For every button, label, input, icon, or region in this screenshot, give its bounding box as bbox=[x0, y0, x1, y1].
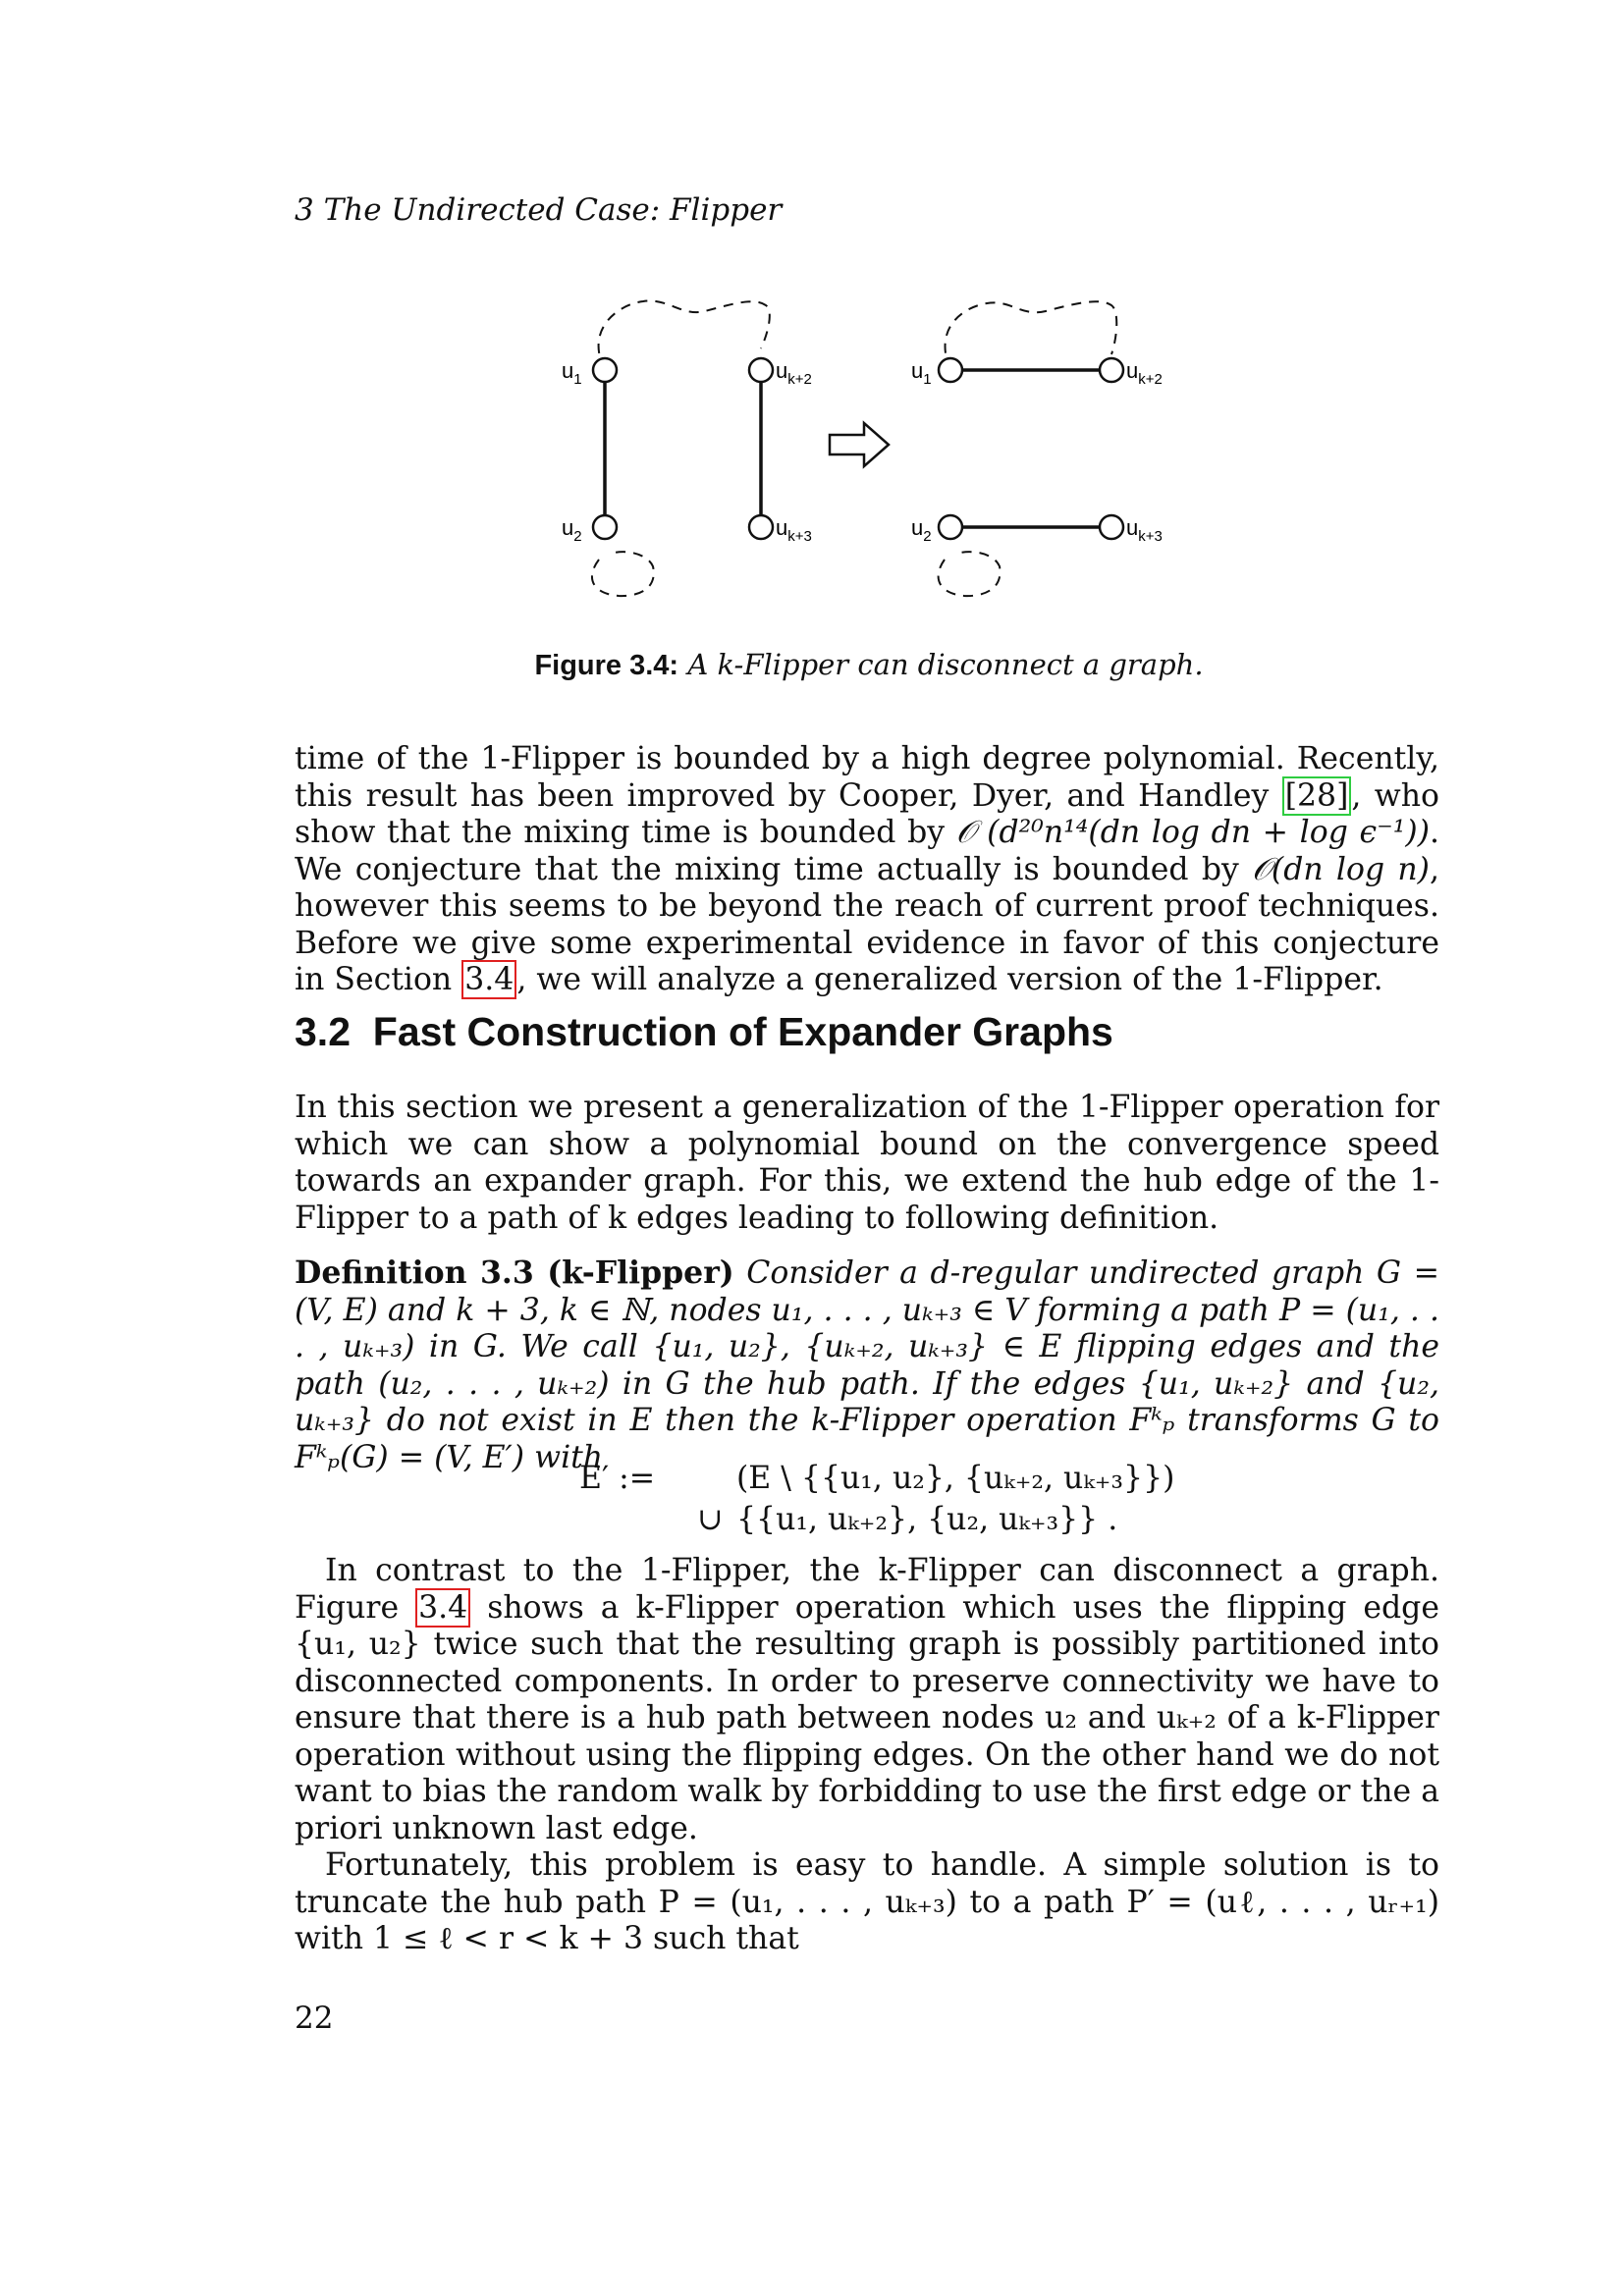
mixing-time-bound: 𝒪 (d²⁰n¹⁴(dn log dn + log ϵ⁻¹)) bbox=[955, 815, 1430, 850]
definition-3-3 bbox=[295, 1255, 1439, 1476]
svg-text:u2 bbox=[911, 515, 932, 545]
citation-link-28[interactable]: [28] bbox=[1282, 776, 1352, 816]
node-u2-right bbox=[939, 515, 962, 539]
paragraph-1-text-5: , we will analyze a generalized version of the 1-Flipper. bbox=[516, 962, 1383, 997]
label-uk2-right: u bbox=[1126, 358, 1139, 383]
figure-caption-label: Figure 3.4: bbox=[534, 650, 679, 681]
node-uk3-right bbox=[1100, 515, 1123, 539]
paragraph-3-text-2: shows a k-Flipper operation which uses the flipping edge {u₁, u₂} twice such that the resulting graph is possibly partitioned into disconnected components. In order to preserve connectivity we have to ensure that there is a hub path between nodes u₂ and uₖ₊₂ of a k-Flipper operation without using the flipping edges. On the other hand we do not want to bias the random walk by forbidding to use the first edge or the a priori unknown last edge. bbox=[295, 1589, 1439, 1846]
running-header: 3 The Undirected Case: Flipper bbox=[295, 192, 783, 228]
definition-label: Definition 3.3 (k-Flipper) bbox=[295, 1255, 734, 1291]
figure-link-3-4[interactable]: 3.4 bbox=[415, 1588, 470, 1628]
label-uk3-right-sub: k+3 bbox=[1138, 528, 1163, 545]
paragraph-1-text-2: , who show that the mixing time is bounded by bbox=[295, 777, 1439, 850]
label-u2-right-sub: 2 bbox=[923, 528, 932, 545]
node-u1-right bbox=[939, 358, 962, 382]
paragraph-4-text: Fortunately, this problem is easy to handle. A simple solution is to truncate the hub path P = (u₁, . . . , uₖ₊₃) to a path P′ = (uℓ, . . . , uᵣ₊₁) with 1 ≤ ℓ < r < k + 3 such that bbox=[295, 1847, 1439, 1956]
equation-row-2: {{u₁, uₖ₊₂}, {u₂, uₖ₊₃}} . bbox=[736, 1502, 1118, 1537]
label-u2-left-sub: 2 bbox=[573, 528, 582, 545]
label-u1-right: u bbox=[911, 358, 924, 383]
paragraph-1-text-4: , however this seems to be beyond the reach of current proof techniques. Before we give some experimental evidence in favor of this conjecture in Section bbox=[295, 851, 1439, 997]
dashed-path-top-right bbox=[946, 301, 1117, 370]
label-uk3-right: u bbox=[1126, 515, 1139, 540]
definition-text: Consider a d-regular undirected graph G = (V, E) and k + 3, k ∈ ℕ, nodes u₁, . . . , uₖ₊₃ ∈ V forming a path P = (u₁, . . . , uₖ₊₃) in G. We call {u₁, u₂}, {uₖ₊₂, uₖ₊₃} ∈ E flipping edges and the path (u₂, . . . , uₖ₊₂) in G the hub path. If the edges {u₁, uₖ₊₂} and {u₂, uₖ₊₃} do not exist in E then the k-Flipper operation Fᵏₚ transforms G to Fᵏₚ(G) = (V, E′) with bbox=[295, 1255, 1439, 1475]
flipper-diagram bbox=[540, 290, 1188, 623]
double-arrow-right-icon bbox=[830, 423, 889, 466]
section-heading bbox=[295, 1009, 1113, 1055]
figure-3-4 bbox=[540, 290, 1188, 623]
equation-union-op: ∪ bbox=[697, 1502, 724, 1537]
svg-text:u1 bbox=[911, 358, 932, 388]
node-uk2-left bbox=[749, 358, 773, 382]
conjectured-bound: 𝒪(dn log n) bbox=[1252, 851, 1430, 887]
dashed-path-top-left bbox=[599, 300, 770, 370]
section-link-3-4[interactable]: 3.4 bbox=[461, 960, 516, 999]
node-uk2-right bbox=[1100, 358, 1123, 382]
svg-text:uk+2 bbox=[1126, 358, 1163, 388]
section-title-text: Fast Construction of Expander Graphs bbox=[372, 1009, 1113, 1054]
label-uk2-left: u bbox=[776, 358, 788, 383]
node-uk3-left bbox=[749, 515, 773, 539]
paragraph-3 bbox=[295, 1553, 1439, 1958]
label-uk3-left: u bbox=[776, 515, 788, 540]
svg-text:u2 bbox=[562, 515, 582, 545]
equation-row-1: (E \ {{u₁, u₂}, {uₖ₊₂, uₖ₊₃}}) bbox=[736, 1461, 1175, 1496]
label-u1-right-sub: 1 bbox=[923, 371, 932, 388]
paragraph-2-text: In this section we present a generalization of the 1-Flipper operation for which we can show a polynomial bound on the convergence speed towards an expander graph. For this, we extend the hub edge of the 1-Flipper to a path of k edges leading to following definition. bbox=[295, 1090, 1439, 1236]
equation-e-prime bbox=[579, 1458, 1174, 1540]
equation-lhs: E′ := bbox=[579, 1461, 656, 1496]
label-uk3-left-sub: k+3 bbox=[787, 528, 812, 545]
paragraph-3-text-1: In contrast to the 1-Flipper, the k-Flipper can disconnect a graph. Figure bbox=[295, 1553, 1439, 1626]
dashed-loop-u2-right bbox=[939, 552, 1001, 596]
dashed-loop-u2-left bbox=[592, 552, 654, 596]
label-uk2-right-sub: k+2 bbox=[1138, 371, 1163, 388]
paragraph-1-text-1: time of the 1-Flipper is bounded by a high degree polynomial. Recently, this result has been improved by Cooper, Dyer, and Handley bbox=[295, 741, 1439, 814]
figure-caption-text: A k-Flipper can disconnect a graph. bbox=[687, 648, 1204, 681]
paragraph-1 bbox=[295, 741, 1439, 999]
svg-text:uk+3 bbox=[1126, 515, 1163, 545]
node-u2-left bbox=[593, 515, 617, 539]
node-u1-left bbox=[593, 358, 617, 382]
label-u1-left: u bbox=[562, 358, 574, 383]
label-u1-left-sub: 1 bbox=[573, 371, 582, 388]
paragraph-2 bbox=[295, 1090, 1439, 1237]
paragraph-1-text-3: . We conjecture that the mixing time actually is bounded by bbox=[295, 815, 1439, 887]
label-u2-left: u bbox=[562, 515, 574, 540]
figure-caption bbox=[295, 648, 1443, 682]
svg-text:u1 bbox=[562, 358, 582, 388]
label-uk2-left-sub: k+2 bbox=[787, 371, 812, 388]
svg-text:uk+2 bbox=[776, 358, 812, 388]
section-number: 3.2 bbox=[295, 1009, 351, 1054]
svg-text:uk+3 bbox=[776, 515, 812, 545]
page-number: 22 bbox=[295, 2001, 334, 2036]
label-u2-right: u bbox=[911, 515, 924, 540]
